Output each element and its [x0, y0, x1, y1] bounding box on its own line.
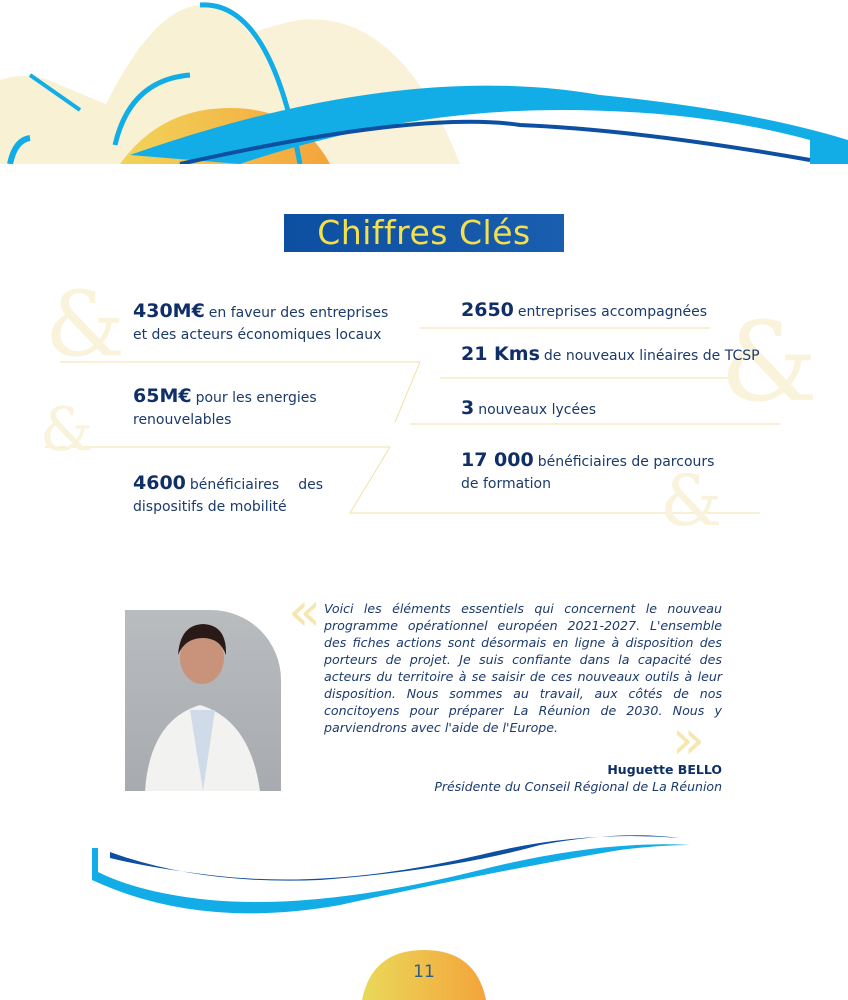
- signature-name: Huguette BELLO: [607, 762, 722, 777]
- signature-role: Présidente du Conseil Régional de La Réunion: [434, 779, 722, 794]
- ampersand-decoration: &: [45, 272, 126, 377]
- stat-left-2: 4600 bénéficiaires des dispositifs de mobilité: [133, 472, 323, 515]
- ampersand-decoration: &: [720, 298, 818, 426]
- ampersand-decoration: &: [660, 460, 723, 542]
- stat-right-0: 2650 entreprises accompagnées: [461, 299, 708, 321]
- stat-left-0: 430M€ en faveur des entreprises et des acteurs économiques locaux: [133, 300, 389, 343]
- stat-right-3: 17 000 bénéficiaires de parcours de formation: [461, 449, 715, 492]
- quote-text: Voici les éléments essentiels qui concernent le nouveau programme opérationnel européen 2021-2027. L'ensemble des fiches actions sont désormais en ligne à disposition des porteurs de projet. Je suis confiante dans la capacité des acteurs du territoire à se saisir de ces nouveaux outils à leur disposition. Nous sommes au travail, aux côtés de nos concitoyens pour préparer La Réunion de 2030. Nous y parviendrons avec l'aide de l'Europe.: [324, 601, 722, 735]
- page-title: Chiffres Clés: [284, 214, 564, 252]
- stat-right-2: 3 nouveaux lycées: [461, 397, 597, 419]
- open-quote-icon: «: [288, 580, 322, 643]
- stat-left-1: 65M€ pour les energies renouvelables: [133, 385, 317, 428]
- close-quote-icon: »: [672, 708, 706, 771]
- stat-right-1: 21 Kms de nouveaux linéaires de TCSP: [461, 343, 760, 365]
- page-number: 11: [413, 962, 435, 982]
- ampersand-decoration: &: [40, 395, 94, 465]
